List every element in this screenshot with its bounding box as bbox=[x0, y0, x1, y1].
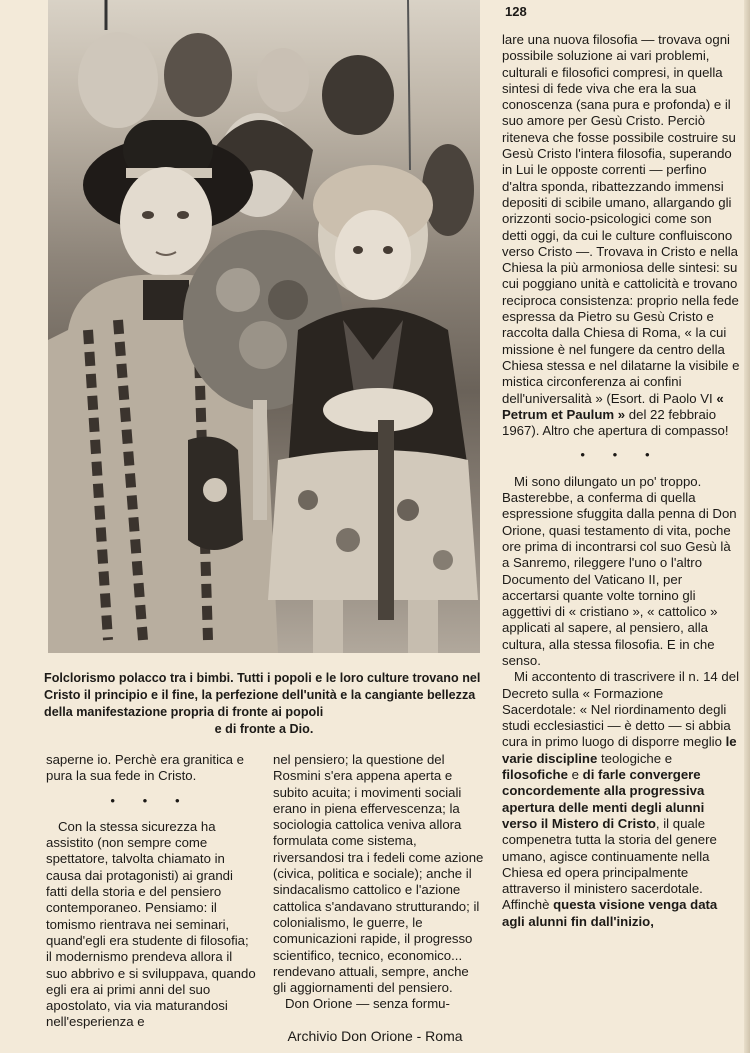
middle-paragraph-1: nel pensiero; la questione del Rosmini s'era appena aperta e subito acuita; i movimenti sociali erano in piena effervescenza; la sociologia cattolica veniva allora formulata come sistema, riversandosi tra i fedeli come azione (civica, politica e sociale); anche il sindacalismo cattolico e l'azione cattolica s'andavano strutturando; il colonialismo, le guerre, le comunicazioni rapide, il progresso scientifico, tecnico, economico... rendevano attuali, sempre, anche gli aggiornamenti del pensiero. bbox=[273, 752, 484, 996]
text-run: e bbox=[571, 767, 579, 783]
photo-caption bbox=[44, 670, 484, 738]
text-run: Mi accontento di trascrivere il n. 14 del Decreto sulla « Formazione Sacerdotale: « Nel riordinamento degli studi ecclesiastici — è detto — si abbia cura in primo luogo di disporre meglio bbox=[502, 669, 740, 750]
section-separator: • • • bbox=[580, 447, 662, 463]
bold-run: di farle convergere concordemente alla progressiva apertura delle menti degli alunni verso il Mistero di Cristo bbox=[502, 767, 705, 831]
bold-run: filosofiche bbox=[502, 767, 568, 783]
bold-run: « Petrum et Paulum » bbox=[502, 390, 724, 422]
text-run: , il quale compenetra tutta la storia del genere umano, agisce continuamente nella Chiesa ed opera principalmente attraverso il ministero sacerdotale. Affinchè bbox=[502, 815, 717, 913]
middle-paragraph-2: Don Orione — senza formu- bbox=[285, 996, 450, 1012]
right-paragraph-1 bbox=[502, 32, 740, 439]
text-run: lare una nuova filosofia — trovava ogni possibile soluzione ai vari problemi, culturali e filosofici compresi, in quella sintesi di fede viva che era la sua conoscenza (sana pura e profonda) e il suo amore per Gesù Cristo. Perciò riteneva che fosse possibile costruire su Gesù Cristo l'intera filosofia, superando in Lui le opposte correnti — perfino d'altra sponda, ribattezzando immensi depositi di scibile umano, allargando gli orizzonti socio-psicologici come son detti oggi, da cui le culture confluiscono verso Cristo —. Trovava in Cristo e nella Chiesa la più armoniosa delle sintesi: su cui poggiano unità e cattolicità e trovano reciproca consistenza: proprio nella fede espressa da Pietro su Gesù Cristo e raccolta dalla Chiesa di Roma, « la cui missione è nel fungere da centro della Chiesa stessa e nel dilatarne la visibile e mistica circonferenza ai confini dell'universalità » (Esort. di Paolo VI bbox=[502, 32, 740, 406]
bold-run: le varie discipline bbox=[502, 734, 737, 766]
right-column bbox=[502, 32, 740, 930]
left-paragraph-1: saperne io. Perchè era granitica e pura la sua fede in Cristo. bbox=[46, 752, 244, 784]
photo-polish-children bbox=[48, 0, 480, 653]
text-run: del 22 febbraio 1967). Altro che apertura di compasso! bbox=[502, 406, 729, 439]
photo-illustration bbox=[48, 0, 480, 653]
bottom-left-column bbox=[46, 752, 256, 1031]
page-number: 128 bbox=[505, 4, 527, 19]
page-edge bbox=[744, 0, 750, 1053]
section-separator: • • • bbox=[110, 792, 192, 808]
caption-line-end: e di fronte a Dio. bbox=[214, 722, 314, 736]
right-paragraph-3 bbox=[502, 669, 740, 930]
bottom-middle-column bbox=[273, 752, 485, 1013]
left-paragraph-2: Con la stessa sicurezza ha assistito (non sempre come spettatore, talvolta chiamato in causa dai protagonisti) ai grandi fatti della storia e del pensiero contemporaneo. Pensiamo: il tomismo rientrava nei seminari, quand'egli era studente di filosofia; il modernismo prendeva allora il suo abbrivo e si sviluppava, quando egli era ai primi anni del suo apostolato, via via maturandosi nell'esperienza e bbox=[46, 818, 256, 1030]
caption-line: Folclorismo polacco tra i bimbi. Tutti i popoli e le loro culture trovano nel Cristo il principio e il fine, la perfezione dell'unità e la cangiante bellezza della manifestazione propria di fronte ai popoli bbox=[44, 671, 481, 719]
bold-run: questa visione venga data agli alunni fin dall'inizio, bbox=[502, 897, 718, 929]
text-run: teologiche e bbox=[600, 750, 673, 766]
right-paragraph-2: Mi sono dilungato un po' troppo. Basterebbe, a conferma di quella espressione sfuggita dalla penna di Don Orione, quasi testamento di vita, poche ore prima di incontrarsi col suo Gesù là a Sanremo, rileggere l'uno o l'altro Documento del Vaticano II, per accertarsi quante volte tornino gli aggettivi di « cristiano », « cattolico » applicati al sapere, al pensiero, alla cultura, alla stessa filosofia. E in che senso. bbox=[502, 473, 737, 668]
archive-footer: Archivio Don Orione - Roma bbox=[287, 1028, 463, 1044]
